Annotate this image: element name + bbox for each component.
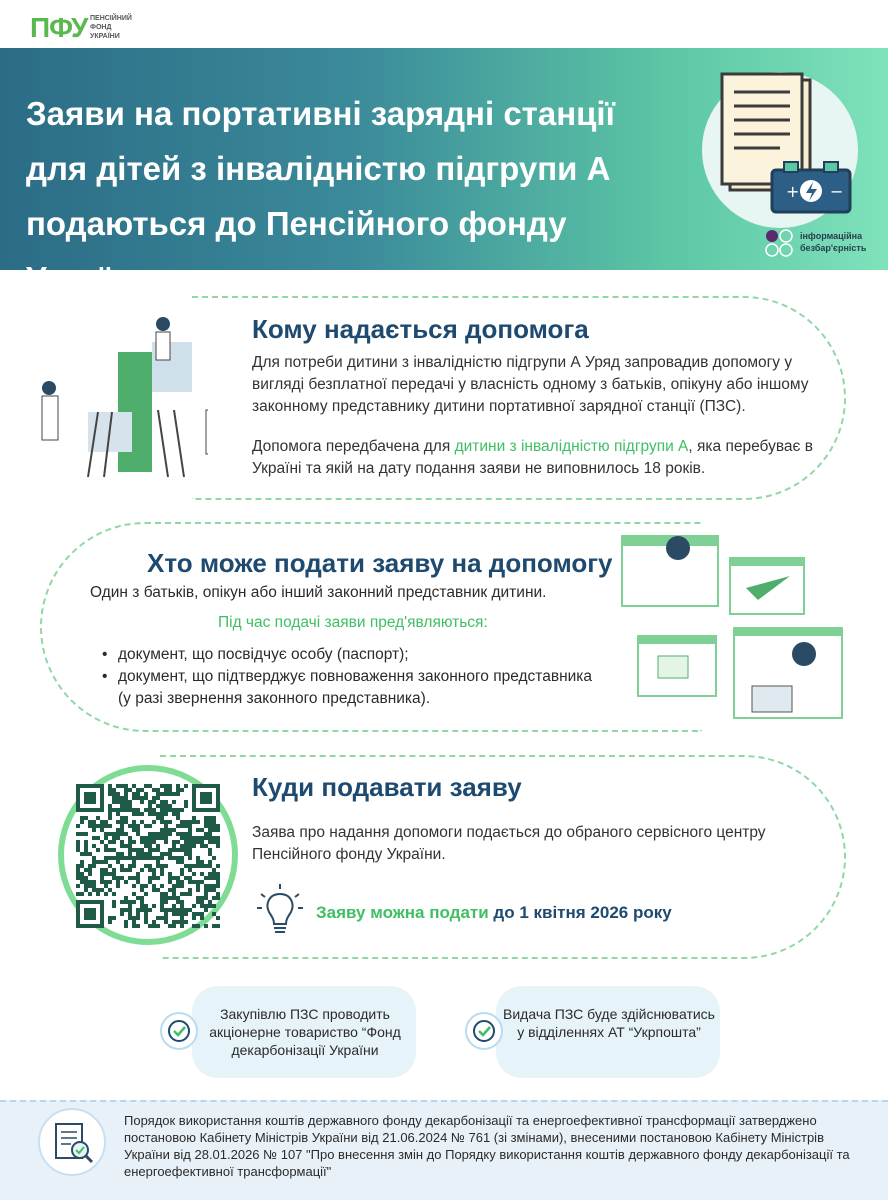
- section2-document-list: [100, 644, 600, 710]
- check-icon: [160, 1012, 198, 1050]
- banner-title-line-3: подаються до Пенсійного фонду України: [26, 205, 567, 297]
- qr-code[interactable]: [76, 784, 220, 928]
- banner-title-line-2: для дітей з інвалідністю підгрупи А: [26, 150, 611, 187]
- deadline-date: до 1 квітня 2026 року: [488, 903, 672, 922]
- section1-title: Кому надається допомога: [252, 314, 589, 344]
- accessibility-brand: [764, 228, 884, 264]
- lightbulb-icon: [255, 882, 305, 940]
- section1-paragraph-1: Для потреби дитини з інвалідністю підгрупи А Уряд запровадив допомогу у вигляді безплатної передачі у власність одному з батьків, опікуну або іншому законному представнику дитини портативної зарядної станції (ПЗС).: [252, 354, 809, 415]
- logo-line-3: УКРАЇНИ: [90, 33, 120, 40]
- hero-banner: [0, 48, 888, 297]
- puzzle-people-illustration: [28, 312, 208, 482]
- section1-p2-highlight: дитини з інвалідністю підгрупи А: [454, 438, 689, 455]
- logo-text: [90, 14, 170, 41]
- section3-deadline: [316, 903, 672, 923]
- document-search-icon: [38, 1108, 106, 1176]
- document-battery-illustration: [700, 70, 860, 230]
- footer-legal-text: Порядок використання коштів державного фонду декарбонізації та енергоефективної трансформації затверджено постановою Кабінету Міністрів України від 21.06.2024 № 761 (зі змінами), внесеними постановою Кабінету Міністрів України від 28.01.2026 № 107 "Про внесення змін до Порядку використання коштів державного фонду декарбонізації та енергоефективної трансформації": [124, 1113, 850, 1179]
- deadline-green: Заяву можна подати: [316, 903, 489, 922]
- accessibility-brand-text: [800, 230, 866, 254]
- section1-paragraph-2: [252, 436, 832, 480]
- logo-line-1: ПЕНСІЙНИЙ: [90, 15, 132, 22]
- section2-subtitle: Один з батьків, опікун або інший законний представник дитини.: [90, 584, 547, 601]
- section2-documents-heading: Під час подачі заяви пред'являються:: [218, 614, 488, 631]
- banner-title-line-1: Заяви на портативні зарядні станції: [26, 95, 615, 132]
- online-application-illustration: [618, 528, 848, 723]
- list-item: • документ, що підтверджує повноваження законного представника (у разі звернення законного представника).: [100, 666, 600, 710]
- section1-p2-after: , яка перебуває в Україні та якій на дату подання заяви не виповнилось 18 років.: [252, 438, 813, 477]
- section1-p2-before: Допомога передбачена для: [252, 438, 455, 455]
- svg-text:−: −: [830, 182, 844, 201]
- info-box-delivery-text: Видача ПЗС буде здійснюватись у відділеннях АТ “Укрпошта”: [503, 1006, 715, 1040]
- brand-line-1: інформаційна: [800, 231, 863, 241]
- brand-line-2: безбар'єрність: [800, 243, 867, 253]
- check-icon: [465, 1012, 503, 1050]
- accessibility-dots-icon: [764, 228, 798, 262]
- info-box-procurement-text: Закупівлю ПЗС проводить акціонерне товариство “Фонд декарбонізації України: [209, 1006, 401, 1058]
- logo-mark: ПФУ: [30, 12, 88, 43]
- section3-title: Куди подавати заяву: [252, 772, 522, 802]
- svg-text:+: +: [786, 182, 800, 201]
- section3-text: Заява про надання допомоги подається до обраного сервісного центру Пенсійного фонду України.: [252, 824, 766, 863]
- list-item: • документ, що посвідчує особу (паспорт);: [100, 644, 600, 666]
- section2-title: Хто може подати заяву на допомогу: [147, 548, 613, 578]
- logo-line-2: ФОНД: [90, 24, 112, 31]
- banner-title: [26, 86, 686, 306]
